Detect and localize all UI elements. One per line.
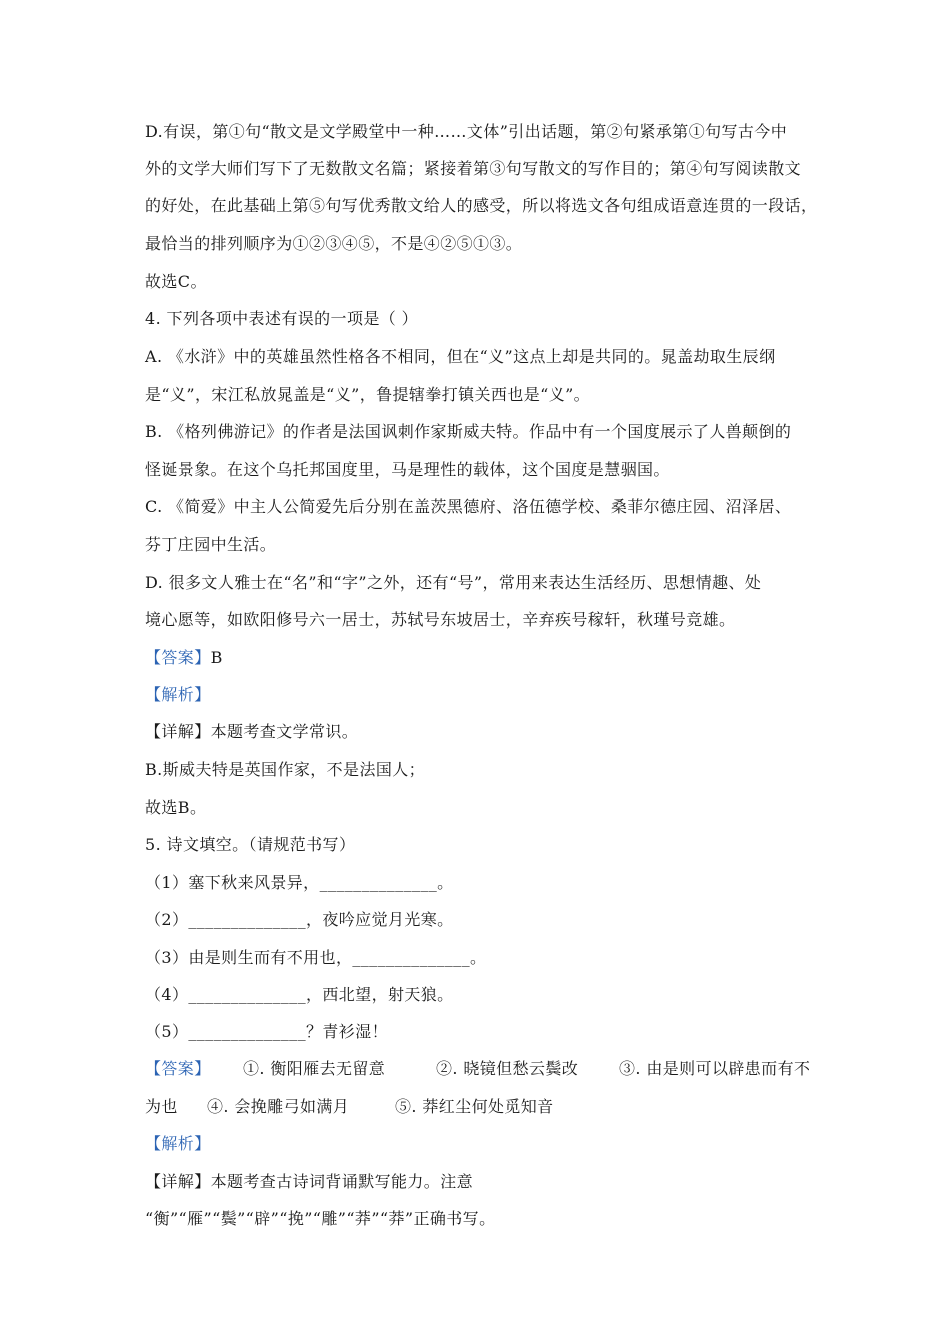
q4-option-d-line-2: 境心愿等，如欧阳修号六一居士，苏轼号东坡居士，辛弃疾号稼轩，秋瑾号竞雄。 bbox=[145, 610, 736, 629]
q3-explain-line-4: 最恰当的排列顺序为①②③④⑤，不是④②⑤①③。 bbox=[145, 234, 523, 253]
q5-item-5: （5）______________？青衫湿！ bbox=[145, 1022, 388, 1041]
q5-item-3: （3）由是则生而有不用也，______________。 bbox=[145, 948, 487, 967]
answer-tag: 【答案】 bbox=[145, 1059, 211, 1078]
q5-item-4: （4）______________，西北望，射天狼。 bbox=[145, 985, 454, 1004]
q4-option-d-line-1: D. 很多文人雅士在“名”和“字”之外，还有“号”，常用来表达生活经历、思想情趣、处 bbox=[145, 573, 762, 592]
q5-detail bbox=[145, 1172, 473, 1192]
q5-answer-row-1 bbox=[145, 1059, 810, 1079]
q4-conclusion: 故选B。 bbox=[145, 798, 207, 817]
q5-item-1: （1）塞下秋来风景异，______________。 bbox=[145, 873, 454, 892]
answer-5: ⑤. 莽红尘何处觅知音 bbox=[395, 1097, 554, 1116]
q3-explain-line-2: 外的文学大师们写下了无数散文名篇；紧接着第③句写散文的写作目的；第④句写阅读散文 bbox=[145, 159, 802, 178]
q4-option-b-line-1: B. 《格列佛游记》的作者是法国讽刺作家斯威夫特。作品中有一个国度展示了人兽颠倒的 bbox=[145, 422, 792, 441]
answer-2: ②. 晓镜但愁云鬓改 bbox=[436, 1059, 579, 1078]
q5-analysis-tag: 【解析】 bbox=[145, 1134, 211, 1153]
answer-1: ①. 衡阳雁去无留意 bbox=[243, 1059, 386, 1078]
q3-explain-line-3: 的好处，在此基础上第⑤句写优秀散文给人的感受，所以将选文各句组成语意连贯的一段话， bbox=[145, 196, 818, 215]
answer-4: ④. 会挽雕弓如满月 bbox=[207, 1097, 350, 1116]
q3-explain-line-1: D.有误，第①句“散文是文学殿堂中一种……文体”引出话题，第②句紧承第①句写古今中 bbox=[145, 122, 788, 141]
answer-3-part-2: 为也 bbox=[145, 1097, 178, 1116]
q4-explain: B.斯威夫特是英国作家，不是法国人； bbox=[145, 760, 426, 779]
q4-answer bbox=[145, 648, 223, 668]
q4-option-a-line-2: 是“义”，宋江私放晁盖是“义”，鲁提辖拳打镇关西也是“义”。 bbox=[145, 385, 591, 404]
q4-option-b-line-2: 怪诞景象。在这个乌托邦国度里，马是理性的载体，这个国度是慧骃国。 bbox=[145, 460, 670, 479]
detail-text: 本题考查文学常识。 bbox=[210, 722, 359, 741]
q4-option-a-line-1: A. 《水浒》中的英雄虽然性格各不相同，但在“义”这点上却是共同的。晁盖劫取生辰纲 bbox=[145, 347, 776, 366]
answer-tag: 【答案】 bbox=[145, 648, 211, 667]
q5-characters-note: “衡”“雁”“鬓”“辟”“挽”“雕”“莽”“莽”正确书写。 bbox=[145, 1209, 496, 1228]
q5-answer-row-2 bbox=[145, 1097, 554, 1117]
detail-tag: 【详解】 bbox=[145, 1172, 211, 1191]
q4-detail bbox=[145, 722, 358, 742]
answer-value: B bbox=[210, 648, 223, 667]
q4-stem: 4. 下列各项中表述有误的一项是（ ） bbox=[145, 309, 419, 328]
q5-stem: 5. 诗文填空。（请规范书写） bbox=[145, 835, 356, 854]
q4-option-c-line-2: 芬丁庄园中生活。 bbox=[145, 535, 277, 554]
q3-conclusion: 故选C。 bbox=[145, 272, 207, 291]
q4-option-c-line-1: C. 《简爱》中主人公简爱先后分别在盖茨黑德府、洛伍德学校、桑菲尔德庄园、沼泽居、 bbox=[145, 497, 792, 516]
answer-3-part-1: ③. 由是则可以辟患而有不 bbox=[619, 1059, 811, 1078]
detail-tag: 【详解】 bbox=[145, 722, 211, 741]
q4-analysis-tag: 【解析】 bbox=[145, 685, 211, 704]
q5-item-2: （2）______________，夜吟应觉月光寒。 bbox=[145, 910, 454, 929]
detail-text: 本题考查古诗词背诵默写能力。注意 bbox=[210, 1172, 474, 1191]
